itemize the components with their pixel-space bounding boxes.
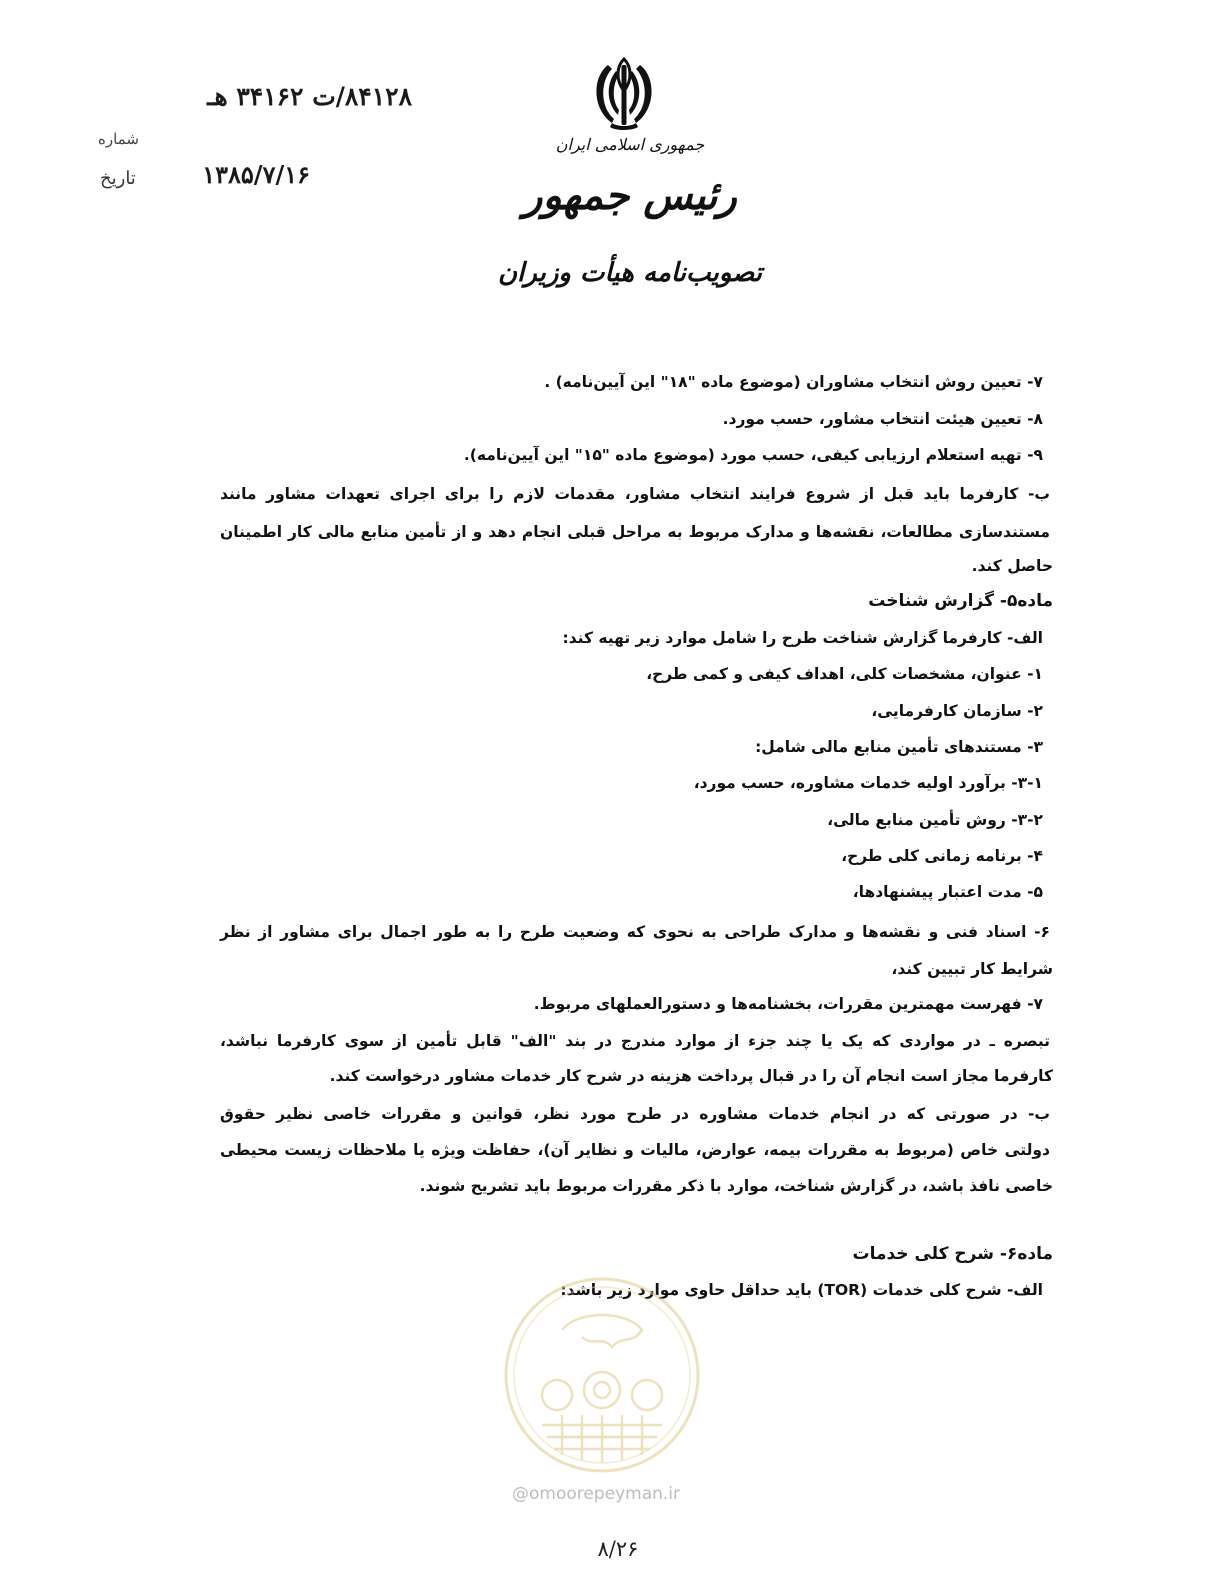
body-line: خاصی نافذ باشد، در گزارش شناخت، موارد با ذکر مقررات مربوط باید تشریح شوند. xyxy=(419,1177,1053,1195)
section-heading: ماده۵- گزارش شناخت xyxy=(868,591,1053,611)
document-date-label: تاریخ xyxy=(100,168,136,189)
body-line: شرایط کار تبیین کند، xyxy=(891,960,1053,978)
body-line: ۸- تعیین هیئت انتخاب مشاور، حسب مورد. xyxy=(722,410,1043,428)
watermark-logo-icon xyxy=(502,1275,702,1475)
republic-title: جمهوری اسلامی ایران xyxy=(555,135,705,154)
body-line: ۶- اسناد فنی و نقشه‌ها و مدارک طراحی به نحوی که وضعیت طرح را به طور اجمال برای مشاور از نظر xyxy=(220,923,1050,941)
document-number: ۸۴۱۲۸/ت ۳۴۱۶۲ هـ xyxy=(207,82,412,111)
document-number-label: شماره xyxy=(98,130,139,148)
page-number: ۸/۲۶ xyxy=(597,1537,639,1561)
body-line: ب- کارفرما باید قبل از شروع فرایند انتخاب مشاور، مقدمات لازم را برای اجرای تعهدات مشاور مانند xyxy=(220,485,1050,503)
body-line: ۳-۲- روش تأمین منابع مالی، xyxy=(827,811,1043,829)
body-line: ۳- مستندهای تأمین منابع مالی شامل: xyxy=(755,738,1043,756)
body-line: کارفرما مجاز است انجام آن را در قبال پرداخت هزینه در شرح کار خدمات مشاور درخواست کند. xyxy=(329,1067,1053,1085)
document-date: ۱۳۸۵/۷/۱۶ xyxy=(202,160,310,189)
body-line: ۵- مدت اعتبار پیشنهادها، xyxy=(852,883,1043,901)
body-line: ۱- عنوان، مشخصات کلی، اهداف کیفی و کمی طرح، xyxy=(646,665,1043,683)
body-line: ۴- برنامه زمانی کلی طرح، xyxy=(841,847,1043,865)
body-line: ۷- فهرست مهمترین مقررات، بخشنامه‌ها و دستورالعملهای مربوط. xyxy=(533,995,1043,1013)
body-line: دولتی خاص (مربوط به مقررات بیمه، عوارض، مالیات و نظایر آن)، حفاظت ویژه یا ملاحظات زیست محیطی xyxy=(220,1141,1050,1159)
president-title: رئیس جمهور xyxy=(523,172,737,219)
cabinet-title: تصویب‌نامه هیأت وزیران xyxy=(497,258,763,288)
body-line: ۲- سازمان کارفرمایی، xyxy=(871,702,1043,720)
body-line: ۷- تعیین روش انتخاب مشاوران (موضوع ماده "۱۸" این آیین‌نامه) . xyxy=(544,373,1043,391)
body-line: ۹- تهیه استعلام ارزیابی کیفی، حسب مورد (موضوع ماده "۱۵" این آیین‌نامه). xyxy=(463,446,1043,464)
body-line: حاصل کند. xyxy=(971,557,1053,575)
body-line: الف- کارفرما گزارش شناخت طرح را شامل موارد زیر تهیه کند: xyxy=(562,629,1043,647)
body-line: تبصره ـ در مواردی که یک یا چند جزء از موارد مندرج در بند "الف" قابل تأمین از سوی کارفرما نباشد، xyxy=(220,1032,1050,1050)
section-heading: ماده۶- شرح کلی خدمات xyxy=(852,1244,1053,1264)
body-line: ب- در صورتی که در انجام خدمات مشاوره در طرح مورد نظر، قوانین و مقررات خاصی نظیر حقوق xyxy=(220,1105,1050,1123)
website-watermark: @omoorepeyman.ir xyxy=(512,1484,681,1504)
body-line: الف- شرح کلی خدمات (TOR) باید حداقل حاوی موارد زیر باشد: xyxy=(560,1281,1043,1299)
body-line: مستندسازی مطالعات، نقشه‌ها و مدارک مربوط به مراحل قبلی انجام دهد و از تأمین منابع مالی کار اطمینان xyxy=(220,523,1050,541)
body-line: ۳-۱- برآورد اولیه خدمات مشاوره، حسب مورد، xyxy=(693,774,1043,792)
